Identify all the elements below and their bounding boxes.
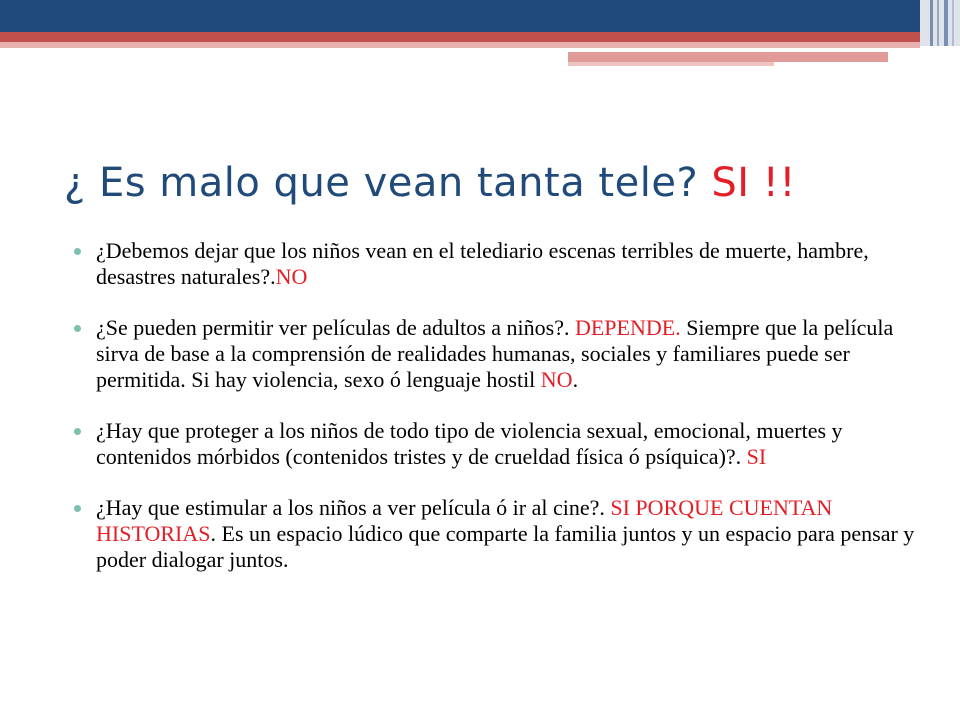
header-pink-stripe	[0, 42, 920, 48]
bullet-question: ¿Hay que estimular a los niños a ver película ó ir al cine?.	[96, 495, 611, 520]
bullet-item	[72, 238, 932, 290]
bullet-item	[72, 495, 932, 573]
header-short-stripe-2	[568, 62, 774, 66]
bullet-answer: SI PORQUE CUENTAN HISTORIAS	[96, 495, 833, 546]
bullet-dot-icon	[74, 248, 81, 255]
header-corner-panel	[920, 0, 960, 46]
bullet-answer: SI	[746, 444, 767, 469]
bullet-end: .	[572, 367, 579, 392]
header-red-stripe	[0, 32, 920, 42]
header-corner-line	[944, 0, 948, 46]
header-corner-line	[930, 0, 933, 46]
header-corner-line	[937, 0, 939, 46]
bullet-dot-icon	[74, 505, 81, 512]
bullet-dot-icon	[74, 428, 81, 435]
header-short-stripe	[568, 52, 888, 62]
bullet-question: ¿Se pueden permitir ver películas de adultos a niños?.	[96, 315, 575, 340]
title-accent: SI !!	[711, 160, 796, 206]
bullet-item	[72, 418, 932, 470]
bullet-answer: DEPENDE.	[574, 315, 681, 340]
bullet-dot-icon	[74, 325, 81, 332]
slide-title	[64, 160, 924, 206]
header-blue-stripe	[0, 0, 920, 32]
bullet-list	[72, 238, 932, 598]
header-corner-line	[952, 0, 954, 46]
bullet-item	[72, 315, 932, 393]
title-main: ¿ Es malo que vean tanta tele?	[64, 160, 712, 206]
decorative-header-band	[0, 0, 960, 70]
bullet-detail: . Es un espacio lúdico que comparte la familia juntos y un espacio para pensar y poder dialogar juntos.	[96, 521, 915, 572]
bullet-answer-2: NO	[540, 367, 573, 392]
bullet-question: ¿Debemos dejar que los niños vean en el telediario escenas terribles de muerte, hambre, desastres naturales?.	[96, 238, 869, 289]
bullet-detail: Siempre que la película sirva de base a la comprensión de realidades humanas, sociales y familiares puede ser permitida. Si hay violencia, sexo ó lenguaje hostil	[96, 315, 894, 392]
bullet-question: ¿Hay que proteger a los niños de todo tipo de violencia sexual, emocional, muertes y contenidos mórbidos (contenidos tristes y de crueldad física ó psíquica)?.	[96, 418, 843, 469]
bullet-answer: NO	[275, 264, 308, 289]
